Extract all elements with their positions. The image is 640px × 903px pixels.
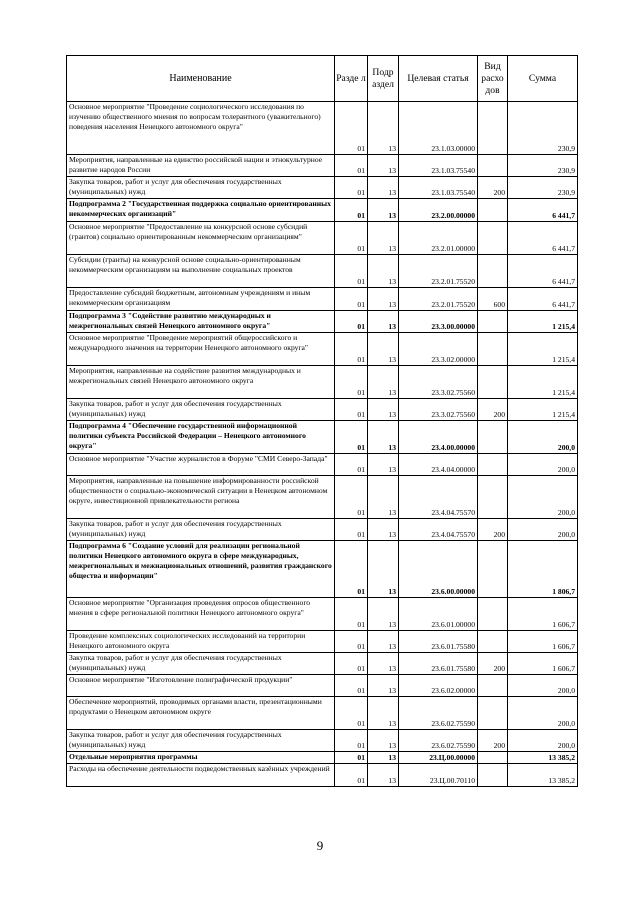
row-sum: 6 441,7 (508, 199, 578, 222)
row-sum: 1 215,4 (508, 333, 578, 366)
header-target: Целевая статья (399, 56, 478, 102)
table-row (67, 752, 578, 764)
table-row (67, 102, 578, 155)
row-vid (478, 102, 508, 155)
row-target: 23.2.01.75520 (399, 288, 478, 311)
table-row (67, 519, 578, 541)
row-name: Обеспечение мероприятий, проводимых органами власти, презентационными продуктами о Ненецком автономном округе (67, 697, 335, 730)
row-podrazdel: 13 (368, 399, 399, 421)
row-vid (478, 476, 508, 519)
row-podrazdel: 13 (368, 102, 399, 155)
row-podrazdel: 13 (368, 598, 399, 631)
row-name: Проведение комплексных социологических исследований на территории Ненецкого автономного округа (67, 631, 335, 653)
table-row (67, 730, 578, 752)
row-vid (478, 675, 508, 697)
row-sum: 200,0 (508, 454, 578, 476)
row-razdel: 01 (335, 288, 368, 311)
row-target: 23.4.04.00000 (399, 454, 478, 476)
row-podrazdel: 13 (368, 653, 399, 675)
row-razdel: 01 (335, 421, 368, 454)
row-target: 23.3.02.00000 (399, 333, 478, 366)
row-name: Расходы на обеспечение деятельности подведомственных казённых учреждений (67, 764, 335, 787)
table-body (67, 102, 578, 787)
row-vid: 200 (478, 730, 508, 752)
row-podrazdel: 13 (368, 476, 399, 519)
header-sum: Сумма (508, 56, 578, 102)
table-row (67, 421, 578, 454)
header-name: Наименование (67, 56, 335, 102)
row-razdel: 01 (335, 653, 368, 675)
row-vid (478, 366, 508, 399)
row-target: 23.3.02.75560 (399, 399, 478, 421)
table-row (67, 764, 578, 787)
budget-table (66, 55, 578, 787)
row-razdel: 01 (335, 476, 368, 519)
row-target: 23.1.03.75540 (399, 155, 478, 177)
row-podrazdel: 13 (368, 421, 399, 454)
row-podrazdel: 13 (368, 541, 399, 598)
row-name: Основное мероприятие "Организация проведения опросов общественного мнения в сфере региональной политики Ненецкого автономного округа" (67, 598, 335, 631)
row-vid (478, 199, 508, 222)
row-target: 23.6.01.75580 (399, 653, 478, 675)
page-number: 9 (316, 838, 324, 853)
header-razdel: Разде л (335, 56, 368, 102)
row-name: Основное мероприятие "Изготовление полиграфической продукции" (67, 675, 335, 697)
row-name: Закупка товаров, работ и услуг для обеспечения государственных (муниципальных) нужд (67, 730, 335, 752)
row-name: Отдельные мероприятия программы (67, 752, 335, 764)
row-name: Закупка товаров, работ и услуг для обеспечения государственных (муниципальных) нужд (67, 653, 335, 675)
row-razdel: 01 (335, 333, 368, 366)
row-razdel: 01 (335, 366, 368, 399)
row-target: 23.4.00.00000 (399, 421, 478, 454)
row-sum: 1 606,7 (508, 598, 578, 631)
row-name: Мероприятия, направленные на единство российской нации и этнокультурное развитие народов России (67, 155, 335, 177)
table-row (67, 222, 578, 255)
row-target: 23.4.04.75570 (399, 519, 478, 541)
row-razdel: 01 (335, 675, 368, 697)
table-row (67, 631, 578, 653)
row-sum: 1 215,4 (508, 311, 578, 333)
row-sum: 200,0 (508, 697, 578, 730)
row-podrazdel: 13 (368, 752, 399, 764)
row-sum: 200,0 (508, 519, 578, 541)
row-target: 23.2.01.00000 (399, 222, 478, 255)
row-podrazdel: 13 (368, 255, 399, 288)
row-podrazdel: 13 (368, 177, 399, 199)
row-razdel: 01 (335, 222, 368, 255)
row-name: Основное мероприятие "Участие журналистов в Форуме "СМИ Северо-Запада" (67, 454, 335, 476)
row-razdel: 01 (335, 255, 368, 288)
header-vid: Вид расхо дов (478, 56, 508, 102)
row-target: 23.2.01.75520 (399, 255, 478, 288)
row-razdel: 01 (335, 764, 368, 787)
row-sum: 1 806,7 (508, 541, 578, 598)
table-row (67, 598, 578, 631)
row-vid (478, 454, 508, 476)
row-podrazdel: 13 (368, 366, 399, 399)
row-vid: 200 (478, 177, 508, 199)
table-row (67, 155, 578, 177)
row-razdel: 01 (335, 697, 368, 730)
row-vid: 200 (478, 653, 508, 675)
row-target: 23.6.02.75590 (399, 730, 478, 752)
row-podrazdel: 13 (368, 222, 399, 255)
row-target: 23.6.02.00000 (399, 675, 478, 697)
row-vid (478, 255, 508, 288)
table-row (67, 653, 578, 675)
row-name: Основное мероприятие "Предоставление на конкурсной основе субсидий (грантов) социально ориентированным некоммерческим организациям" (67, 222, 335, 255)
table-row (67, 333, 578, 366)
row-target: 23.6.02.75590 (399, 697, 478, 730)
header-podrazdel: Подр аздел (368, 56, 399, 102)
row-razdel: 01 (335, 752, 368, 764)
row-sum: 200,0 (508, 476, 578, 519)
row-razdel: 01 (335, 454, 368, 476)
row-target: 23.6.01.75580 (399, 631, 478, 653)
table-row (67, 288, 578, 311)
table-row (67, 255, 578, 288)
row-podrazdel: 13 (368, 199, 399, 222)
row-podrazdel: 13 (368, 454, 399, 476)
table-row (67, 177, 578, 199)
row-podrazdel: 13 (368, 288, 399, 311)
row-sum: 1 606,7 (508, 631, 578, 653)
row-vid: 600 (478, 288, 508, 311)
row-razdel: 01 (335, 519, 368, 541)
row-name: Подпрограмма 4 "Обеспечение государственной информационной политики субъекта Российской Федерации – Ненецкого автономного округа" (67, 421, 335, 454)
row-target: 23.3.00.00000 (399, 311, 478, 333)
row-sum: 13 385,2 (508, 752, 578, 764)
table-row (67, 399, 578, 421)
row-sum: 230,9 (508, 177, 578, 199)
row-razdel: 01 (335, 541, 368, 598)
row-podrazdel: 13 (368, 730, 399, 752)
row-vid (478, 541, 508, 598)
row-podrazdel: 13 (368, 155, 399, 177)
row-name: Субсидии (гранты) на конкурсной основе социально-ориентированным некоммерческим организациям на выполнение социальных проектов (67, 255, 335, 288)
table-row (67, 697, 578, 730)
row-podrazdel: 13 (368, 333, 399, 366)
row-razdel: 01 (335, 311, 368, 333)
row-sum: 6 441,7 (508, 288, 578, 311)
row-name: Закупка товаров, работ и услуг для обеспечения государственных (муниципальных) нужд (67, 519, 335, 541)
row-target: 23.2.00.00000 (399, 199, 478, 222)
row-vid (478, 697, 508, 730)
row-sum: 1 215,4 (508, 399, 578, 421)
row-name: Подпрограмма 2 "Государственная поддержка социально ориентированных некоммерческих организаций" (67, 199, 335, 222)
row-podrazdel: 13 (368, 764, 399, 787)
row-target: 23.4.04.75570 (399, 476, 478, 519)
table-row (67, 476, 578, 519)
row-razdel: 01 (335, 102, 368, 155)
row-vid (478, 222, 508, 255)
row-name: Закупка товаров, работ и услуг для обеспечения государственных (муниципальных) нужд (67, 399, 335, 421)
row-razdel: 01 (335, 631, 368, 653)
row-vid (478, 631, 508, 653)
row-razdel: 01 (335, 730, 368, 752)
row-name: Основное мероприятие "Проведение мероприятий общероссийского и международного значения на территории Ненецкого автономного округа" (67, 333, 335, 366)
row-vid (478, 598, 508, 631)
row-vid (478, 333, 508, 366)
row-sum: 6 441,7 (508, 255, 578, 288)
row-target: 23.3.02.75560 (399, 366, 478, 399)
row-sum: 1 215,4 (508, 366, 578, 399)
row-vid (478, 311, 508, 333)
row-vid: 200 (478, 399, 508, 421)
row-sum: 230,9 (508, 155, 578, 177)
row-sum: 1 606,7 (508, 653, 578, 675)
table-row (67, 454, 578, 476)
row-name: Закупка товаров, работ и услуг для обеспечения государственных (муниципальных) нужд (67, 177, 335, 199)
row-vid (478, 421, 508, 454)
row-razdel: 01 (335, 177, 368, 199)
row-name: Мероприятия, направленные на содействие развития международных и межрегиональных связей Ненецкого автономного округа (67, 366, 335, 399)
row-target: 23.6.01.00000 (399, 598, 478, 631)
table-row (67, 199, 578, 222)
row-vid (478, 155, 508, 177)
row-podrazdel: 13 (368, 311, 399, 333)
row-razdel: 01 (335, 399, 368, 421)
row-name: Предоставление субсидий бюджетным, автономным учреждениям и иным некоммерческим организациям (67, 288, 335, 311)
row-podrazdel: 13 (368, 519, 399, 541)
row-name: Подпрограмма 3 "Содействие развитию международных и межрегиональных связей Ненецкого автономного округа" (67, 311, 335, 333)
row-target: 23.Ц.00.00000 (399, 752, 478, 764)
row-podrazdel: 13 (368, 697, 399, 730)
row-razdel: 01 (335, 155, 368, 177)
row-vid: 200 (478, 519, 508, 541)
row-name: Подпрограмма 6 "Создание условий для реализации региональной политики Ненецкого автономного округа в сфере международных, межрегиональных и межнациональных отношений, развития гражданского общества и информации" (67, 541, 335, 598)
row-target: 23.1.03.75540 (399, 177, 478, 199)
table-row (67, 366, 578, 399)
row-sum: 200,0 (508, 675, 578, 697)
row-podrazdel: 13 (368, 631, 399, 653)
table-row (67, 541, 578, 598)
row-sum: 13 385,2 (508, 764, 578, 787)
row-name: Основное мероприятие "Проведение социологического исследования по изучению общественного мнения по вопросам толерантного (уважительного) поведения населения Ненецкого автономного округа" (67, 102, 335, 155)
table-header-row (67, 56, 578, 102)
row-sum: 230,9 (508, 102, 578, 155)
row-sum: 6 441,7 (508, 222, 578, 255)
row-razdel: 01 (335, 199, 368, 222)
table-row (67, 311, 578, 333)
row-vid (478, 764, 508, 787)
row-target: 23.1.03.00000 (399, 102, 478, 155)
table-row (67, 675, 578, 697)
row-podrazdel: 13 (368, 675, 399, 697)
row-name: Мероприятия, направленные на повышение информированности российской общественности о социально-экономической ситуации в Ненецком автономном округе, инвестиционной привлекательности регионa (67, 476, 335, 519)
row-sum: 200,0 (508, 730, 578, 752)
row-vid (478, 752, 508, 764)
row-sum: 200,0 (508, 421, 578, 454)
row-target: 23.6.00.00000 (399, 541, 478, 598)
row-target: 23.Ц.00.70110 (399, 764, 478, 787)
row-razdel: 01 (335, 598, 368, 631)
